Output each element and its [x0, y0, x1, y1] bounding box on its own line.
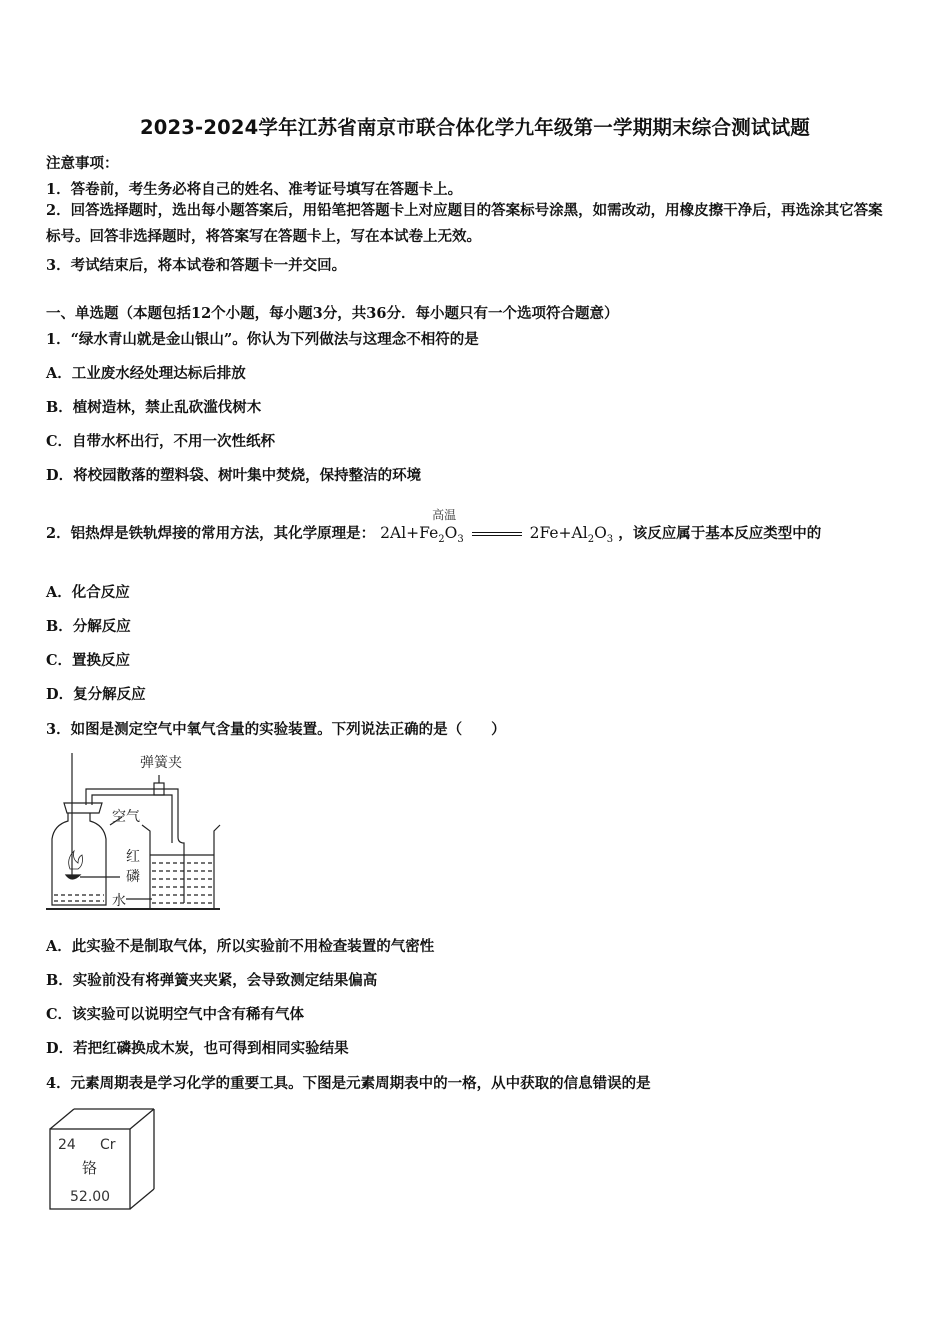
element-name: 铬: [82, 1159, 98, 1177]
atomic-number: 24: [58, 1137, 76, 1153]
atomic-mass: 52.00: [70, 1189, 111, 1205]
q1-option-a: A．工业废水经处理达标后排放: [46, 365, 246, 382]
q3-stem: 3．如图是测定空气中氧气含量的实验装置。下列说法正确的是（ ）: [46, 721, 506, 738]
notice-item-1: 1．答卷前，考生务必将自己的姓名、准考证号填写在答题卡上。: [46, 181, 463, 198]
q3-apparatus-figure: [40, 745, 240, 920]
q2-stem-before: 2．铝热焊是铁轨焊接的常用方法，其化学原理是：: [46, 525, 376, 542]
q1-option-c: C．自带水杯出行，不用一次性纸杯: [46, 433, 276, 450]
equals-sign: [472, 532, 522, 536]
q3-option-d: D．若把红磷换成木炭，也可得到相同实验结果: [46, 1040, 349, 1057]
q2-option-b: B．分解反应: [46, 618, 131, 635]
q3-option-a: A．此实验不是制取气体，所以实验前不用检查装置的气密性: [46, 938, 435, 955]
reaction-condition: 高温: [432, 508, 457, 522]
q2-equation: $2Al+Fe_2O_3$ 高温 $2Fe+Al_2O_3$: [380, 508, 614, 546]
q2-stem-after: ，该反应属于基本反应类型中的: [618, 525, 822, 542]
q2-option-a: A．化合反应: [46, 584, 130, 601]
q3-option-b: B．实验前没有将弹簧夹夹紧，会导致测定结果偏高: [46, 972, 378, 989]
section-heading: 一、单选题（本题包括12个小题，每小题3分，共36分．每小题只有一个选项符合题意）: [46, 305, 619, 322]
q2-option-c: C．置换反应: [46, 652, 131, 669]
label-phosphorus: 磷: [126, 869, 140, 885]
label-air: 空气: [112, 809, 140, 825]
q2-option-d: D．复分解反应: [46, 686, 146, 703]
notice-item-2: 2．回答选择题时，选出每小题答案后，用铅笔把答题卡上对应题目的答案标号涂黑，如需改动，用橡皮擦干净后，再选涂其它答案标号。回答非选择题时，将答案写在答题卡上，写在本试卷上无效。: [46, 202, 883, 245]
q4-stem: 4．元素周期表是学习化学的重要工具。下图是元素周期表中的一格，从中获取的信息错误的是: [46, 1075, 651, 1092]
periodic-table-cell: [46, 1105, 161, 1215]
notice-item-3: 3．考试结束后，将本试卷和答题卡一并交回。: [46, 257, 347, 274]
q2-stem: [46, 508, 822, 546]
page-title: 2023-2024学年江苏省南京市联合体化学九年级第一学期期末综合测试试题: [139, 116, 811, 139]
element-symbol: Cr: [100, 1137, 116, 1153]
q3-option-c: C．该实验可以说明空气中含有稀有气体: [46, 1006, 305, 1023]
notice-heading: 注意事项：: [46, 155, 119, 172]
label-clip: 弹簧夹: [140, 755, 182, 771]
q1-option-b: B．植树造林，禁止乱砍滥伐树木: [46, 399, 262, 416]
q1-option-d: D．将校园散落的塑料袋、树叶集中焚烧，保持整洁的环境: [46, 467, 422, 484]
label-water: 水: [112, 893, 126, 909]
q1-stem: 1．“绿水青山就是金山银山”。你认为下列做法与这理念不相符的是: [46, 331, 479, 348]
label-red: 红: [126, 849, 140, 865]
